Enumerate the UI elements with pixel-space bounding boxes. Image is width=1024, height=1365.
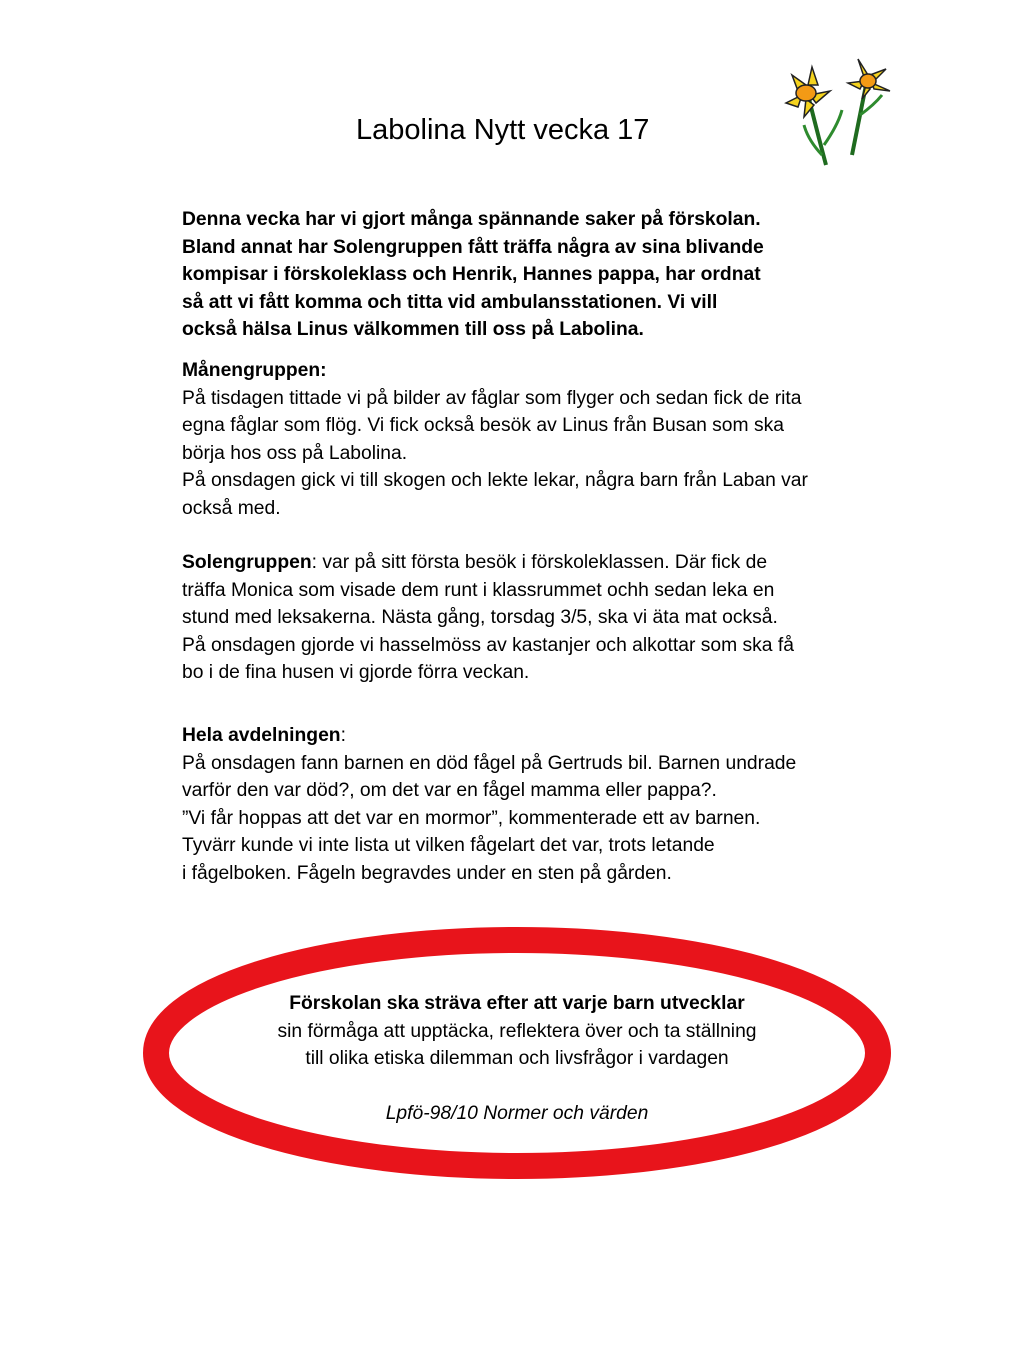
section-manengruppen xyxy=(182,357,808,522)
section-line: börja hos oss på Labolina. xyxy=(182,442,408,464)
section-line: träffa Monica som visade dem runt i klassrummet ochh sedan leka en xyxy=(182,579,775,601)
quote-line: Förskolan ska sträva efter att varje barn utvecklar xyxy=(289,993,745,1014)
section-line: På tisdagen tittade vi på bilder av fåglar som flyger och sedan fick de rita xyxy=(182,387,802,409)
intro-paragraph xyxy=(182,206,764,344)
intro-line: kompisar i förskoleklass och Henrik, Hannes pappa, har ordnat xyxy=(182,264,761,285)
section-line: egna fåglar som flög. Vi fick också besök av Linus från Busan som ska xyxy=(182,415,784,436)
section-line: På onsdagen gick vi till skogen och lekte lekar, några barn från Laban var xyxy=(182,470,808,491)
intro-line: så att vi fått komma och titta vid ambulansstationen. Vi vill xyxy=(182,291,718,313)
curriculum-quote xyxy=(142,990,892,1127)
section-heading: Solengruppen xyxy=(182,552,312,573)
section-hela-avdelningen xyxy=(182,722,796,887)
section-heading-colon: : xyxy=(340,725,346,746)
section-line: stund med leksakerna. Nästa gång, torsdag 3/5, ska vi äta mat också. xyxy=(182,607,778,628)
section-heading: Hela avdelningen xyxy=(182,725,341,746)
section-first-line xyxy=(182,722,796,750)
section-line: På onsdagen gjorde vi hasselmöss av kastanjer och alkottar som ska få xyxy=(182,634,794,656)
intro-line: Denna vecka har vi gjort många spännande saker på förskolan. xyxy=(182,209,761,230)
daffodil-flowers-icon xyxy=(778,55,898,170)
section-line: varför den var död?, om det var en fågel mamma eller pappa?. xyxy=(182,780,717,801)
section-line: också med. xyxy=(182,497,281,519)
section-line: På onsdagen fann barnen en död fågel på Gertruds bil. Barnen undrade xyxy=(182,752,797,774)
section-first-line xyxy=(182,549,794,577)
section-line: i fågelboken. Fågeln begravdes under en sten på gården. xyxy=(182,862,672,884)
quote-reference: Lpfö-98/10 Normer och värden xyxy=(385,1102,649,1124)
intro-line: också hälsa Linus välkommen till oss på Labolina. xyxy=(182,319,644,340)
section-line: ”Vi får hoppas att det var en mormor”, kommenterade ett av barnen. xyxy=(182,807,761,829)
page-title: Labolina Nytt vecka 17 xyxy=(356,114,650,146)
section-line: Tyvärr kunde vi inte lista ut vilken fågelart det var, trots letande xyxy=(182,835,715,856)
section-first-line-text: : var på sitt första besök i förskoleklassen. Där fick de xyxy=(311,552,768,573)
intro-line: Bland annat har Solengruppen fått träffa några av sina blivande xyxy=(182,236,764,258)
section-solengruppen xyxy=(182,549,794,687)
quote-line: till olika etiska dilemman och livsfrågor i vardagen xyxy=(305,1048,729,1069)
section-heading: Månengruppen: xyxy=(182,360,327,381)
quote-line: sin förmåga att upptäcka, reflektera över och ta ställning xyxy=(277,1020,757,1042)
section-line: bo i de fina husen vi gjorde förra veckan. xyxy=(182,662,530,683)
